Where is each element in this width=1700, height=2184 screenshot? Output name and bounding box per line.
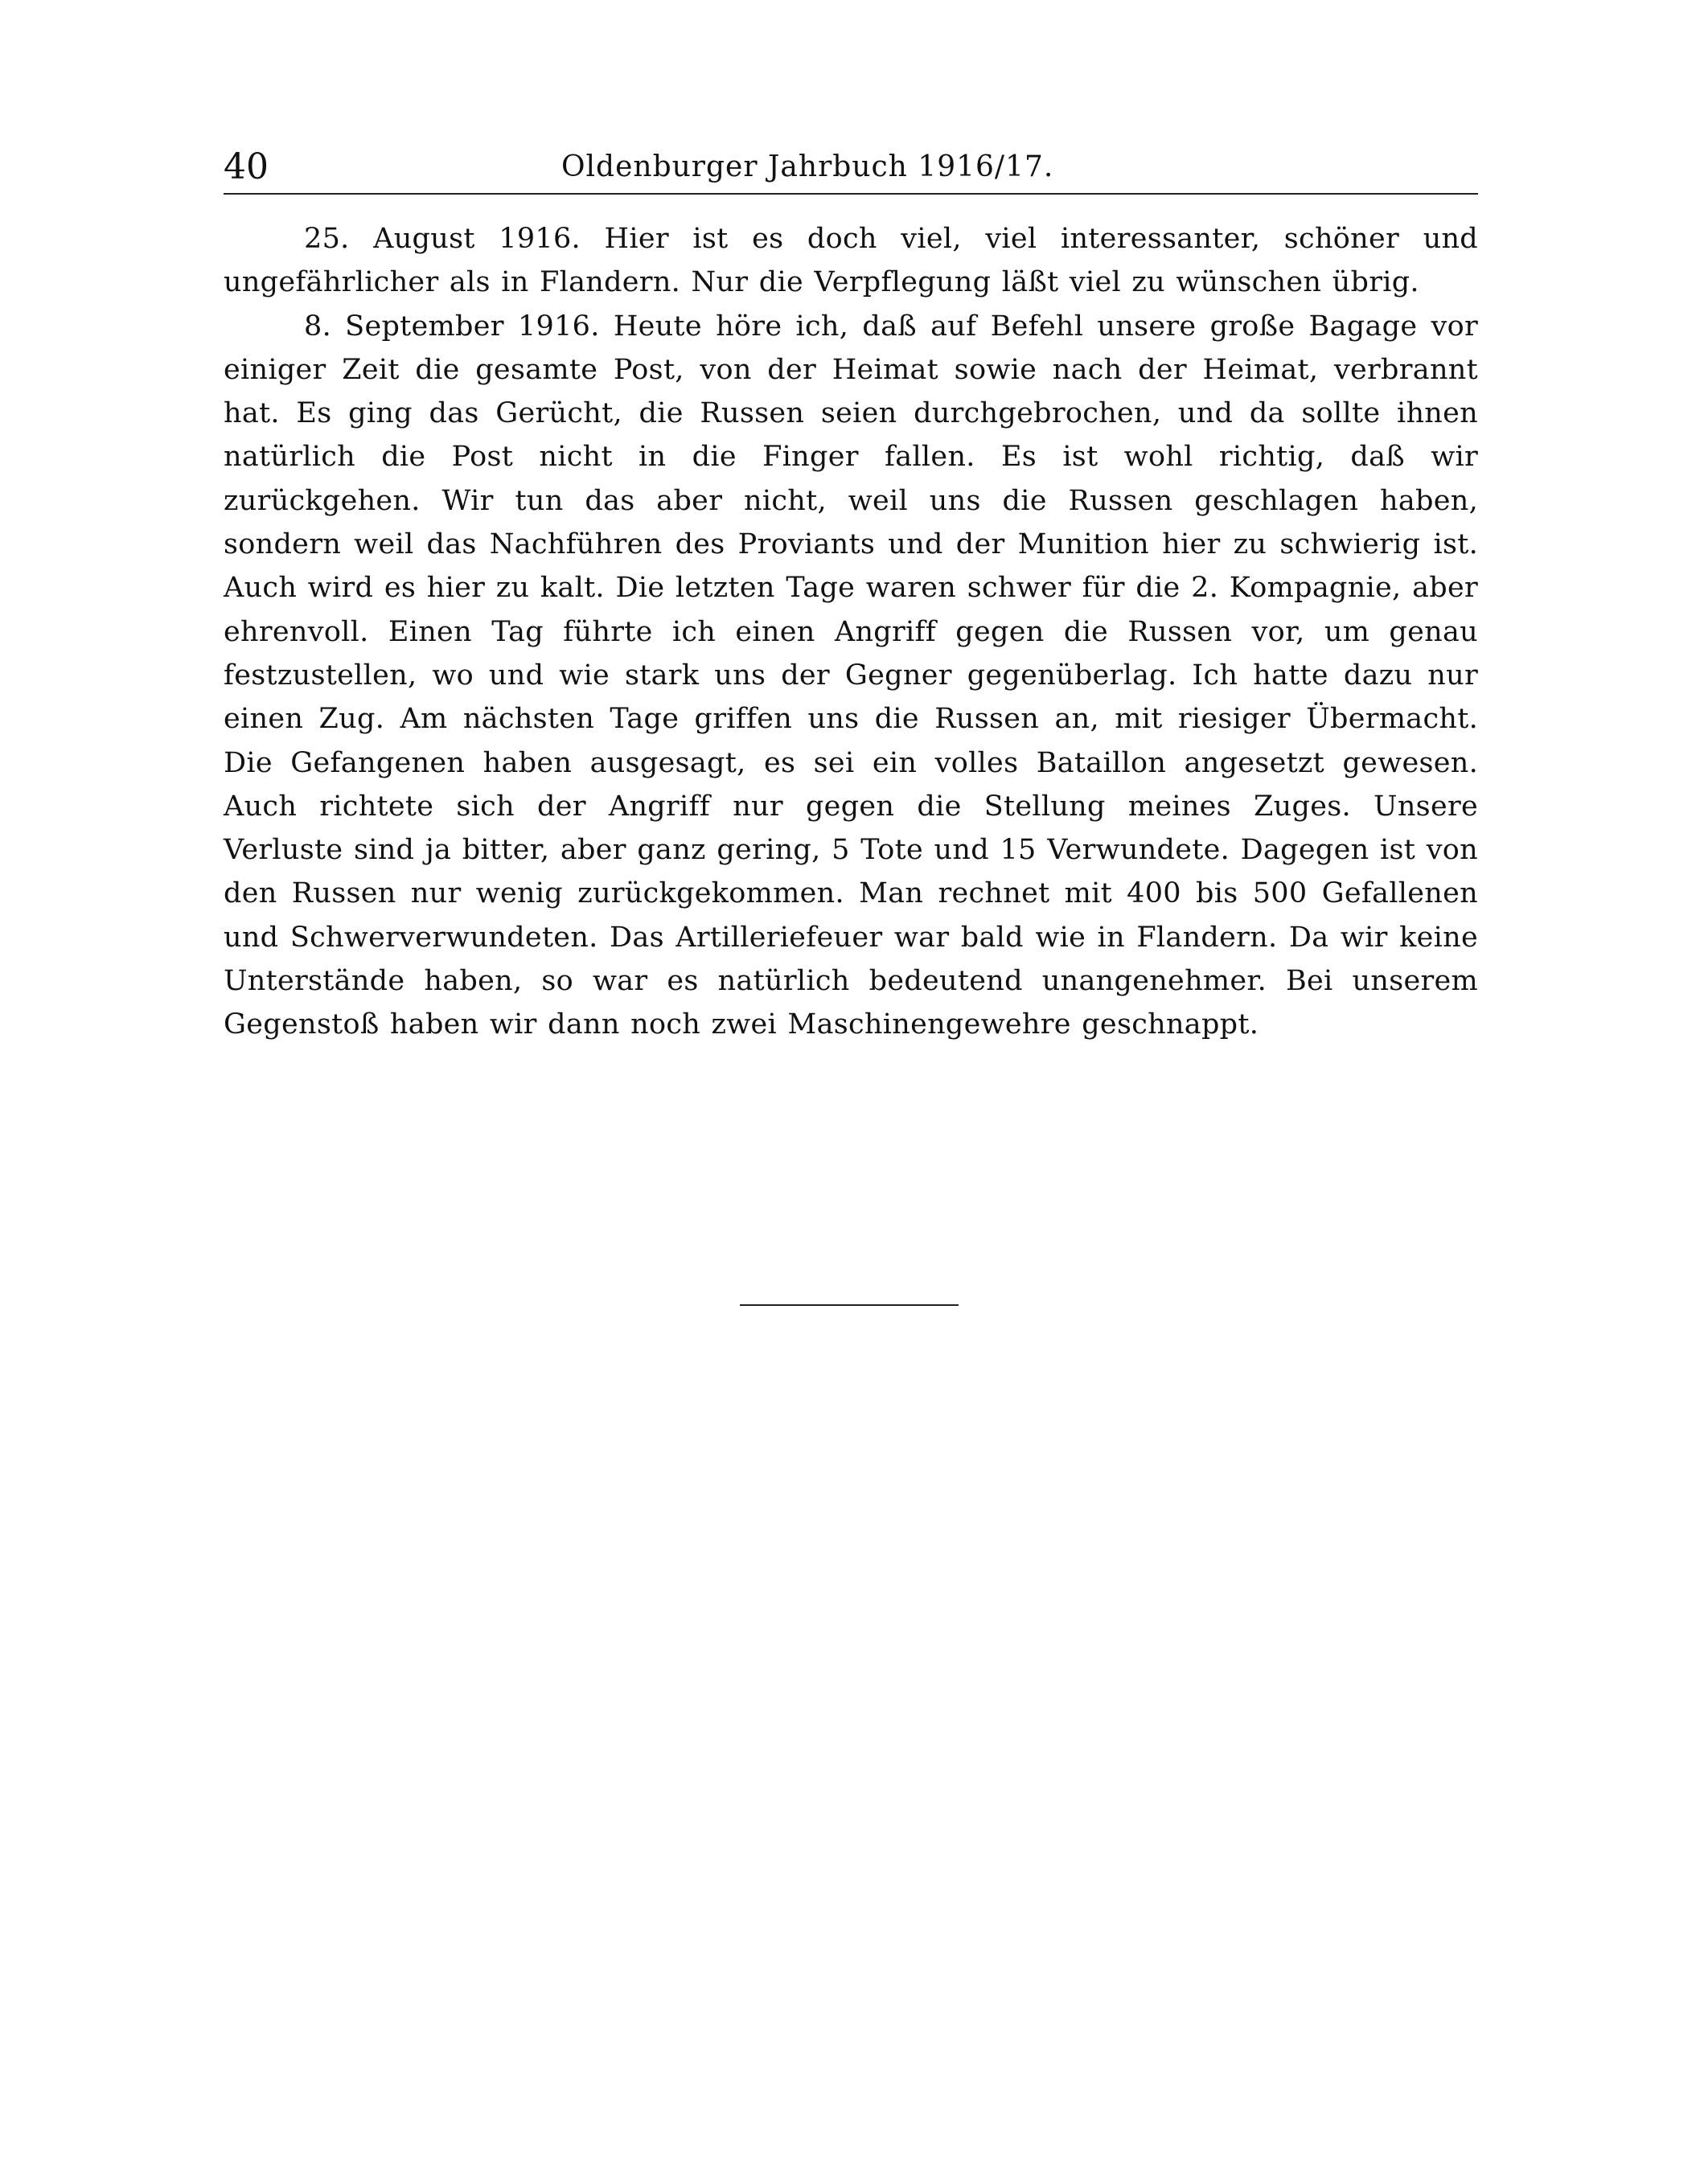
header-rule (224, 193, 1478, 195)
running-head (224, 143, 1478, 191)
end-rule (740, 1304, 959, 1306)
diary-entry-sep-8: 8. September 1916. Heute höre ich, daß auf Befehl unsere große Bagage vor einiger Zeit die gesamte Post, von der Heimat sowie nach der Heimat, verbrannt hat. Es ging das Gerücht, die Russen seien durchgebrochen, und da sollte ihnen natürlich die Post nicht in die Finger fallen. Es ist wohl richtig, daß wir zurückgehen. Wir tun das aber nicht, weil uns die Russen geschlagen haben, sondern weil das Nachführen des Proviants und der Munition hier zu schwierig ist. Auch wird es hier zu kalt. Die letzten Tage waren schwer für die 2. Kompagnie, aber ehrenvoll. Einen Tag führte ich einen Angriff gegen die Russen vor, um genau festzustellen, wo und wie stark uns der Gegner gegenüberlag. Ich hatte dazu nur einen Zug. Am nächsten Tage griffen uns die Russen an, mit riesiger Übermacht. Die Gefangenen haben ausgesagt, es sei ein volles Bataillon angesetzt gewesen. Auch richtete sich der Angriff nur gegen die Stellung meines Zuges. Unsere Verluste sind ja bitter, aber ganz gering, 5 Tote und 15 Verwundete. Dagegen ist von den Russen nur wenig zurückgekommen. Man rechnet mit 400 bis 500 Gefallenen und Schwerverwundeten. Das Artilleriefeuer war bald wie in Flandern. Da wir keine Unterstände haben, so war es natürlich bedeutend unangenehmer. Bei unserem Gegenstoß haben wir dann noch zwei Maschinengewehre geschnappt. (224, 310, 1478, 1041)
body-text (224, 217, 1478, 1047)
header-title: Oldenburger Jahrbuch 1916/17. (561, 150, 1054, 183)
diary-entry-aug-25: 25. August 1916. Hier ist es doch viel, viel interessanter, schöner und ungefährlicher als in Flandern. Nur die Verpflegung läßt viel zu wünschen übrig. (224, 223, 1478, 299)
page-number: 40 (224, 146, 269, 187)
